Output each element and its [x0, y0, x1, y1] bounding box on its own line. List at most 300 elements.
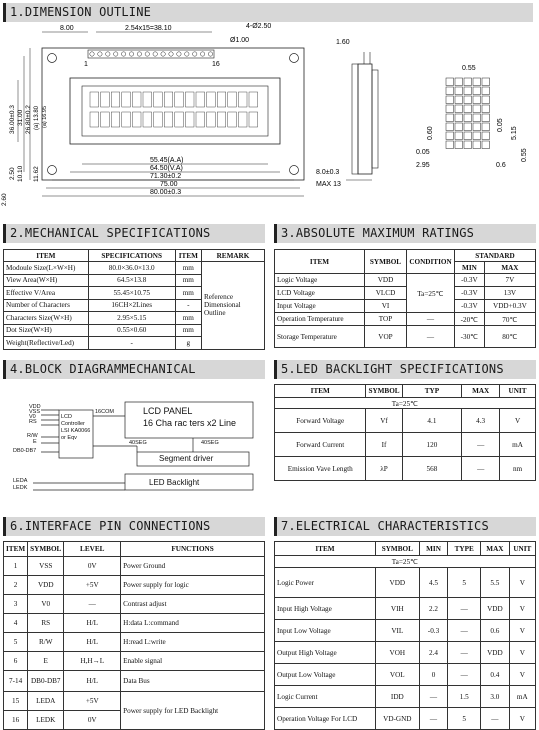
table-row — [275, 598, 536, 620]
section-title-electrical: 7.ELECTRICAL CHARACTERISTICS — [274, 517, 536, 536]
char-cell — [132, 112, 141, 127]
pin-hole — [169, 52, 173, 56]
table-cell: 80℃ — [484, 326, 535, 348]
dot — [482, 114, 490, 122]
pin-vss: VSS — [29, 409, 41, 415]
dim-hole: 4-Ø2.50 — [246, 23, 272, 30]
dot — [464, 96, 472, 104]
table-cell: LCD Voltage — [275, 287, 365, 300]
condition-row — [275, 398, 536, 409]
dot — [455, 78, 463, 86]
table-cell: — — [407, 313, 455, 326]
table-cell: -30℃ — [455, 326, 485, 348]
dimension-drawing — [0, 22, 539, 214]
section-title-mechanical: 2.MECHANICAL SPECIFICATIONS — [3, 224, 265, 243]
table-cell: VOP — [365, 326, 407, 348]
table-row — [275, 642, 536, 664]
table-row — [4, 692, 265, 711]
table-cell: Enable signal — [121, 652, 265, 671]
pin-hole — [193, 52, 197, 56]
dim-left-268: 26.80±0.2 — [25, 105, 32, 134]
dot — [482, 123, 490, 131]
column-header: ITEM — [275, 250, 365, 274]
column-header: TYP — [402, 385, 462, 398]
pin-hole — [200, 52, 204, 56]
table-cell: H:read L:write — [121, 633, 265, 652]
table-row — [275, 686, 536, 708]
dot — [446, 132, 454, 140]
pin-rw: R/W — [27, 433, 38, 439]
pin-rs: RS — [29, 419, 37, 425]
table-cell: 4.3 — [462, 409, 500, 433]
pin-hole — [121, 52, 125, 56]
table-cell: 0V — [64, 557, 121, 576]
table-row — [275, 409, 536, 433]
table-cell: Dot Size(W×H) — [4, 324, 89, 337]
column-header: SYMBOL — [28, 542, 64, 557]
table-cell: Logic Current — [275, 686, 376, 708]
pin-v0: V0 — [29, 414, 36, 420]
char-cell — [228, 112, 237, 127]
char-cell — [217, 112, 226, 127]
dot — [464, 123, 472, 131]
column-header: UNIT — [509, 542, 535, 556]
table-cell: — — [419, 686, 448, 708]
table-cell: Power Ground — [121, 557, 265, 576]
dim-bottom-75: 75.00 — [160, 181, 178, 188]
table-cell: — — [448, 598, 481, 620]
table-row — [4, 557, 265, 576]
table-cell: - — [175, 299, 201, 312]
char-cell — [154, 112, 163, 127]
condition-row — [275, 556, 536, 568]
dim-char-295: 2.95 — [416, 162, 430, 169]
char-cell — [207, 92, 216, 107]
char-cell — [175, 112, 184, 127]
mechanical-table — [3, 249, 265, 350]
interface-table — [3, 541, 265, 730]
column-header: MAX — [462, 385, 500, 398]
table-cell: mA — [500, 433, 536, 457]
dot — [455, 114, 463, 122]
table-cell: +5V — [64, 692, 121, 711]
column-header: MAX — [484, 262, 535, 274]
dot — [473, 132, 481, 140]
pin-hole — [98, 52, 102, 56]
table-cell: DB0-DB7 — [28, 671, 64, 692]
dot — [482, 96, 490, 104]
char-cell — [101, 92, 110, 107]
table-cell: RS — [28, 614, 64, 633]
column-header: LEVEL — [64, 542, 121, 557]
table-cell: Input Voltage — [275, 300, 365, 313]
table-cell: 5.5 — [481, 568, 510, 598]
table-cell: +5V — [64, 576, 121, 595]
table-cell: Contrast adjust — [121, 595, 265, 614]
table-cell: VDD+0.3V — [484, 300, 535, 313]
controller-label: LCD Controller LSI KA0066 or Eqv — [61, 414, 91, 441]
absolute-table — [274, 249, 536, 348]
table-cell: VDD — [28, 576, 64, 595]
table-cell: LEDK — [28, 711, 64, 730]
table-cell: Emission Vave Length — [275, 457, 366, 481]
dot — [446, 87, 454, 95]
column-header: UNIT — [500, 385, 536, 398]
table-cell: Power supply for logic — [121, 576, 265, 595]
dim-bottom-80: 80.00±0.3 — [150, 189, 182, 196]
table-cell: V — [500, 409, 536, 433]
dim-bottom-va: 64.50(V.A) — [150, 165, 183, 172]
dim-char-055-top: 0.55 — [462, 65, 476, 72]
table-cell: 4.5 — [419, 568, 448, 598]
pin-leda: LEDA — [13, 478, 28, 484]
table-cell: Storage Temperature — [275, 326, 365, 348]
table-header-row — [4, 542, 265, 557]
dim-top-8: 8.00 — [60, 25, 74, 32]
table-row — [4, 595, 265, 614]
dot — [482, 105, 490, 113]
table-row — [4, 652, 265, 671]
table-cell: Output Low Voltage — [275, 664, 376, 686]
dim-char-055-r: 0.55 — [521, 148, 528, 162]
lcd-panel-title: LCD PANEL — [143, 406, 193, 416]
table-cell: 568 — [402, 457, 462, 481]
pin-hole — [129, 52, 133, 56]
condition-cell: Ta=25℃ — [275, 556, 536, 568]
dim-left-1380: (a) 13.80 — [34, 105, 40, 130]
column-header: CONDITION — [407, 250, 455, 274]
table-cell: VLCD — [365, 287, 407, 300]
table-cell: -0.3V — [455, 274, 485, 287]
table-cell: 120 — [402, 433, 462, 457]
table-row — [275, 457, 536, 481]
table-cell: 16 — [4, 711, 28, 730]
dim-left-1162: 11.62 — [33, 166, 40, 182]
table-cell: Characters Size(W×H) — [4, 312, 89, 325]
dot — [473, 123, 481, 131]
dot — [464, 87, 472, 95]
table-row — [275, 326, 536, 348]
column-header: FUNCTIONS — [121, 542, 265, 557]
dim-char-005-b: 0.05 — [416, 149, 430, 156]
table-cell: VDD — [481, 598, 510, 620]
pin-hole — [185, 52, 189, 56]
char-cell — [154, 92, 163, 107]
table-cell: Forward Current — [275, 433, 366, 457]
table-cell: Output High Voltage — [275, 642, 376, 664]
char-cell — [185, 92, 194, 107]
pin-hole — [145, 52, 149, 56]
dot — [455, 132, 463, 140]
table-row — [275, 708, 536, 730]
table-cell: mm — [175, 287, 201, 300]
dim-bottom-aa: 55.45(A.A) — [150, 157, 184, 164]
table-cell: Input Low Voltage — [275, 620, 376, 642]
table-cell: Logic Power — [275, 568, 376, 598]
table-cell: — — [448, 642, 481, 664]
table-cell: V — [509, 708, 535, 730]
dim-bottom-713: 71.30±0.2 — [150, 173, 182, 180]
table-cell: VDD — [365, 274, 407, 287]
char-cell — [143, 92, 152, 107]
char-cell — [164, 112, 173, 127]
table-cell: 0.6 — [481, 620, 510, 642]
table-cell: 70℃ — [484, 313, 535, 326]
section-title-dimension: 1.DIMENSION OUTLINE — [3, 3, 533, 22]
table-cell: nm — [500, 457, 536, 481]
dot — [473, 87, 481, 95]
table-cell: 2.2 — [419, 598, 448, 620]
dot — [464, 114, 472, 122]
dot — [446, 123, 454, 131]
char-cell — [238, 112, 247, 127]
table-cell: -0.3 — [419, 620, 448, 642]
char-cell — [122, 112, 131, 127]
pin-hole — [177, 52, 181, 56]
table-cell: LEDA — [28, 692, 64, 711]
table-cell: -0.3V — [455, 300, 485, 313]
dim-side-max: MAX 13 — [316, 181, 341, 188]
dim-top-pitch: 2.54x15=38.10 — [125, 25, 172, 32]
seg-label-2: 40SEG — [201, 440, 219, 446]
table-cell: 0 — [419, 664, 448, 686]
dim-left-31: 31.00 — [17, 109, 24, 126]
dot — [473, 96, 481, 104]
column-header: SYMBOL — [365, 250, 407, 274]
table-cell: VDD — [375, 568, 419, 598]
table-cell: — — [462, 433, 500, 457]
table-cell: — — [407, 326, 455, 348]
table-cell: Input High Voltage — [275, 598, 376, 620]
dim-pin: Ø1.00 — [230, 37, 250, 44]
table-row — [4, 262, 265, 275]
com-label: 16COM — [95, 409, 114, 415]
section-title-interface: 6.INTERFACE PIN CONNECTIONS — [3, 517, 265, 536]
dot — [473, 78, 481, 86]
seg-label-1: 40SEG — [129, 440, 147, 446]
table-cell: Data Bus — [121, 671, 265, 692]
char-cell — [90, 92, 99, 107]
char-cell — [185, 112, 194, 127]
dim-left-260: 2.60 — [1, 193, 8, 206]
table-header-row — [275, 542, 536, 556]
table-cell: 64.5×13.8 — [88, 274, 175, 287]
pin-hole — [114, 52, 118, 56]
column-header: SPECIFICATIONS — [88, 250, 175, 262]
dot — [464, 105, 472, 113]
dot — [464, 132, 472, 140]
led-backlight-label: LED Backlight — [149, 478, 200, 487]
table-cell: Number of Characters — [4, 299, 89, 312]
table-cell: VIL — [375, 620, 419, 642]
table-cell: Vf — [366, 409, 402, 433]
table-cell: H:data L:command — [121, 614, 265, 633]
dot — [473, 141, 481, 149]
table-cell: 7V — [484, 274, 535, 287]
table-cell: — — [462, 457, 500, 481]
dim-side-8: 8.0±0.3 — [316, 169, 340, 176]
dot — [455, 105, 463, 113]
table-cell: 3 — [4, 595, 28, 614]
dot — [455, 87, 463, 95]
dot — [446, 96, 454, 104]
table-cell: Weight(Reflective/Led) — [4, 337, 89, 350]
table-cell: IDD — [375, 686, 419, 708]
table-cell: 7-14 — [4, 671, 28, 692]
pin-hole — [153, 52, 157, 56]
table-row — [275, 568, 536, 598]
table-cell: — — [419, 708, 448, 730]
table-header-row — [4, 250, 265, 262]
column-header: ITEM — [4, 250, 89, 262]
table-cell: VDD — [481, 642, 510, 664]
char-cell — [122, 92, 131, 107]
char-cell — [238, 92, 247, 107]
table-cell: TOP — [365, 313, 407, 326]
table-cell: 3.0 — [481, 686, 510, 708]
table-cell: 55.45×10.75 — [88, 287, 175, 300]
table-cell: V — [509, 642, 535, 664]
dim-left-1695: (a) 16.95 — [42, 105, 48, 128]
table-cell: 1 — [4, 557, 28, 576]
table-row — [4, 633, 265, 652]
table-cell: 4.1 — [402, 409, 462, 433]
dim-char-060: 0.60 — [427, 126, 434, 140]
column-header: ITEM — [175, 250, 201, 262]
table-cell: Modoule Size(L×W×H) — [4, 262, 89, 275]
table-cell: 2.4 — [419, 642, 448, 664]
column-header: TYPE — [448, 542, 481, 556]
pin-hole — [90, 52, 94, 56]
led-table — [274, 384, 536, 481]
dim-left-36: 36.00±0.3 — [9, 105, 16, 134]
column-header: SYMBOL — [366, 385, 402, 398]
column-header: SYMBOL — [375, 542, 419, 556]
char-cell — [175, 92, 184, 107]
condition-cell: Ta=25℃ — [275, 398, 536, 409]
table-cell: -0.3V — [455, 287, 485, 300]
dim-left-250: 2.50 — [9, 167, 16, 180]
table-cell: 13V — [484, 287, 535, 300]
table-cell: mm — [175, 324, 201, 337]
table-cell: V — [509, 598, 535, 620]
table-cell: If — [366, 433, 402, 457]
pin-16-label: 16 — [212, 61, 220, 68]
table-row — [4, 614, 265, 633]
table-cell: 5 — [448, 568, 481, 598]
dot — [446, 141, 454, 149]
table-cell: VI — [365, 300, 407, 313]
table-cell: H,H→L — [64, 652, 121, 671]
column-header: MIN — [419, 542, 448, 556]
pin-1-label: 1 — [84, 61, 88, 68]
pin-db: DB0-DB7 — [13, 448, 37, 454]
char-cell — [90, 112, 99, 127]
block-diagram — [3, 382, 265, 506]
table-cell: -20℃ — [455, 313, 485, 326]
table-cell: 4 — [4, 614, 28, 633]
column-header: ITEM — [4, 542, 28, 557]
table-row — [275, 620, 536, 642]
table-row — [275, 274, 536, 287]
char-cell — [111, 92, 120, 107]
lcd-panel-subtitle: 16 Cha rac ters x2 Line — [143, 418, 237, 428]
dim-char-06: 0.6 — [496, 162, 506, 169]
table-cell: — — [481, 708, 510, 730]
char-cell — [207, 112, 216, 127]
char-cell — [196, 92, 205, 107]
table-cell: 0.55×0.60 — [88, 324, 175, 337]
table-row — [275, 300, 536, 313]
table-row — [275, 287, 536, 300]
section-title-absolute: 3.ABSOLUTE MAXIMUM RATINGS — [274, 224, 536, 243]
table-cell: mm — [175, 262, 201, 275]
char-cell — [228, 92, 237, 107]
table-cell: VOH — [375, 642, 419, 664]
table-cell: Forward Voltage — [275, 409, 366, 433]
char-cell — [249, 92, 258, 107]
table-row — [4, 671, 265, 692]
table-cell: R/W — [28, 633, 64, 652]
dot — [464, 141, 472, 149]
table-cell: 2 — [4, 576, 28, 595]
table-cell: 2.95×5.15 — [88, 312, 175, 325]
dot — [446, 114, 454, 122]
table-cell: VOL — [375, 664, 419, 686]
table-cell: 0.4 — [481, 664, 510, 686]
pin-hole — [208, 52, 212, 56]
dot — [464, 78, 472, 86]
table-cell: mm — [175, 274, 201, 287]
table-cell: V0 — [28, 595, 64, 614]
char-cell — [101, 112, 110, 127]
dot — [482, 78, 490, 86]
pin-ledk: LEDK — [13, 485, 28, 491]
table-cell: — — [448, 664, 481, 686]
table-cell: Operation Temperature — [275, 313, 365, 326]
dim-char-515: 5.15 — [511, 126, 518, 140]
table-cell: V — [509, 568, 535, 598]
table-cell: H/L — [64, 671, 121, 692]
dot — [473, 114, 481, 122]
table-row — [275, 313, 536, 326]
dim-left-1010: 10.10 — [17, 165, 24, 182]
table-cell: λP — [366, 457, 402, 481]
table-row — [275, 433, 536, 457]
char-cell — [132, 92, 141, 107]
dot — [482, 132, 490, 140]
table-cell: E — [28, 652, 64, 671]
table-cell: 5 — [448, 708, 481, 730]
char-cell — [111, 112, 120, 127]
pin-vdd: VDD — [29, 404, 41, 410]
pin-hole — [137, 52, 141, 56]
table-cell: Operation Voltage For LCD — [275, 708, 376, 730]
table-cell: V — [509, 620, 535, 642]
table-cell: VIH — [375, 598, 419, 620]
table-cell: VSS — [28, 557, 64, 576]
segment-driver-label: Segment driver — [159, 454, 214, 463]
table-cell: 1.5 — [448, 686, 481, 708]
char-cell — [196, 112, 205, 127]
char-cell — [217, 92, 226, 107]
pin-hole — [106, 52, 110, 56]
table-cell: V — [509, 664, 535, 686]
table-cell: Effective V/Area — [4, 287, 89, 300]
dot — [455, 123, 463, 131]
table-cell: Logic Voltage — [275, 274, 365, 287]
dot — [455, 141, 463, 149]
